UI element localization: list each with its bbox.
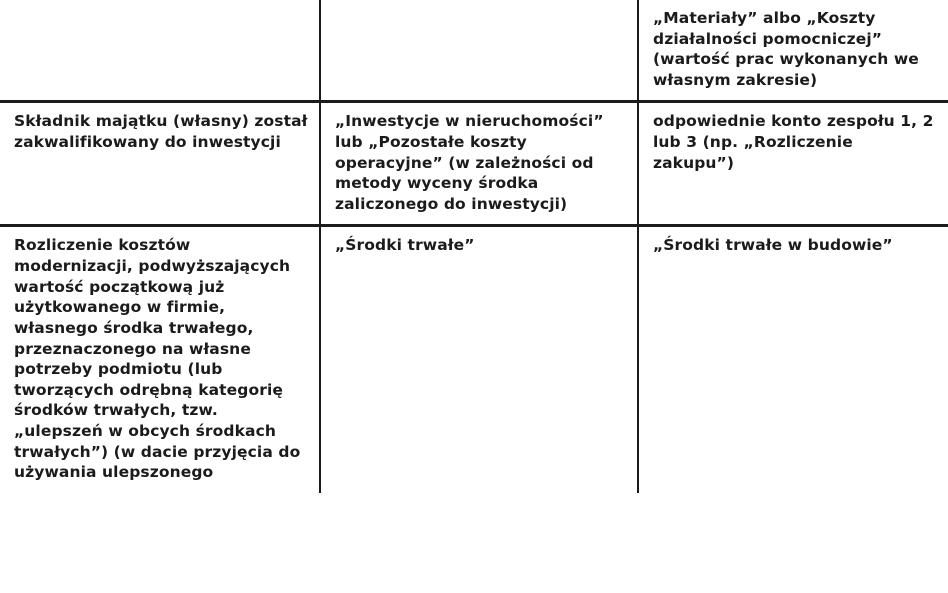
table-cell-description: Rozliczenie kosztów modernizacji, podwyższających wartość początkową już użytkowanego w firmie, własnego środka trwałego, przeznaczonego na własne potrzeby podmiotu (lub tworzących odrębną kategorię środków trwałych, tzw. „ulepszeń w obcych środkach trwałych”) (w dacie przyjęcia do używania ulepszonego: [14, 236, 301, 482]
table-cell-credit: „Środki trwałe w budowie”: [638, 226, 948, 493]
table-cell-debit: „Środki trwałe”: [320, 226, 638, 493]
table-cell-description: Składnik majątku (własny) został zakwalifikowany do inwestycji: [0, 102, 320, 226]
table-row: [0, 102, 948, 226]
table-row: [0, 0, 948, 102]
table-cell-debit: [320, 0, 638, 102]
table-cell-debit: „Inwestycje w nieruchomości” lub „Pozostałe koszty operacyjne” (w zależności od metody wyceny środka zaliczonego do inwestycji): [320, 102, 638, 226]
table-row: [0, 226, 948, 493]
table-cell-credit: „Materiały” albo „Koszty działalności pomocniczej” (wartość prac wykonanych we własnym zakresie): [638, 0, 948, 102]
table-cell-credit: odpowiednie konto zespołu 1, 2 lub 3 (np. „Rozliczenie zakupu”): [638, 102, 948, 226]
table-cell-description: [0, 0, 320, 102]
